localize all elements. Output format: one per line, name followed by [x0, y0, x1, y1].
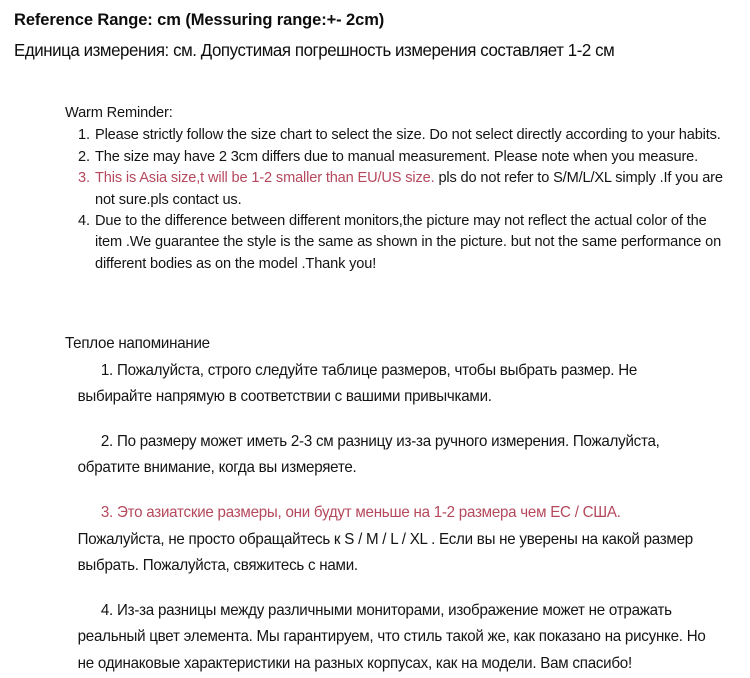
- russian-reminder-title: Теплое напоминание: [65, 335, 210, 352]
- russian-reminder-paragraph-4: [65, 598, 710, 678]
- russian-paragraph-2-number: 2.: [100, 432, 114, 450]
- english-reminder-item-2: [65, 147, 725, 168]
- english-reminder-item-4: [65, 211, 725, 275]
- russian-paragraph-1-text: Пожалуйста, строго следуйте таблице размеров, чтобы выбрать размер. Не выбирайте напрямую в соответствии с вашими привычками.: [77, 361, 638, 406]
- reference-range-heading-en: Reference Range: cm (Messuring range:+- 2cm): [14, 11, 385, 29]
- english-item-4-number: 4.: [78, 213, 90, 230]
- russian-reminder-paragraph-1: [65, 358, 710, 411]
- english-reminder-item-1: [65, 125, 725, 146]
- measurement-heading-block: [14, 9, 734, 62]
- english-item-1-number: 1.: [78, 127, 90, 144]
- english-item-2-text: The size may have 2 3cm differs due to manual measurement. Please note when you measure.: [95, 148, 699, 165]
- russian-paragraph-4-text: Из-за разницы между различными мониторами, изображение может не отражать реальный цвет элемента. Мы гарантируем, что стиль такой же, как показано на рисунке. Но не одинаковые характеристики на разных корпусах, как на модели. Вам спасибо!: [77, 601, 706, 672]
- english-reminder-item-3: [65, 168, 725, 211]
- russian-reminder-paragraph-2: [65, 429, 710, 482]
- english-item-3-red-text: This is Asia size,t will be 1-2 smaller than EU/US size.: [95, 170, 435, 187]
- english-reminder-title: Warm Reminder:: [65, 105, 173, 121]
- russian-paragraph-2-text: По размеру может иметь 2-3 см разницу из-за ручного измерения. Пожалуйста, обратите внимание, когда вы измеряете.: [77, 432, 660, 477]
- english-item-3-number: 3.: [78, 170, 90, 187]
- english-item-3-body: [95, 168, 725, 211]
- russian-paragraph-4-number: 4.: [100, 601, 114, 619]
- english-item-3-text: pls do not refer to S/M/L/XL simply .If you are not sure.pls contact us.: [95, 170, 723, 208]
- russian-paragraph-1-number: 1.: [100, 361, 114, 379]
- russian-reminder-paragraph-3: [65, 500, 710, 580]
- english-reminder-block: [65, 103, 725, 275]
- russian-paragraph-3-text: Пожалуйста, не просто обращайтесь к S / M / L / XL . Если вы не уверены на какой размер выбрать. Пожалуйста, свяжитесь с нами.: [77, 530, 693, 575]
- english-item-1-text: Please strictly follow the size chart to select the size. Do not select directly according to your habits.: [95, 127, 721, 144]
- english-item-4-text: Due to the difference between different monitors,the picture may not reflect the actual color of the item .We guarantee the style is the same as shown in the picture. but not the same performance on different bodies as on the model .Thank you!: [95, 213, 722, 272]
- english-item-2-number: 2.: [78, 148, 90, 165]
- russian-reminder-block: [65, 331, 710, 678]
- reference-range-heading-ru: Единица измерения: см. Допустимая погрешность измерения составляет 1-2 см: [14, 40, 615, 60]
- russian-paragraph-3-number: 3.: [100, 503, 114, 521]
- english-reminder-list: [65, 125, 725, 275]
- russian-paragraph-3-red-text: Это азиатские размеры, они будут меньше на 1-2 размера чем ЕС / США.: [117, 503, 621, 521]
